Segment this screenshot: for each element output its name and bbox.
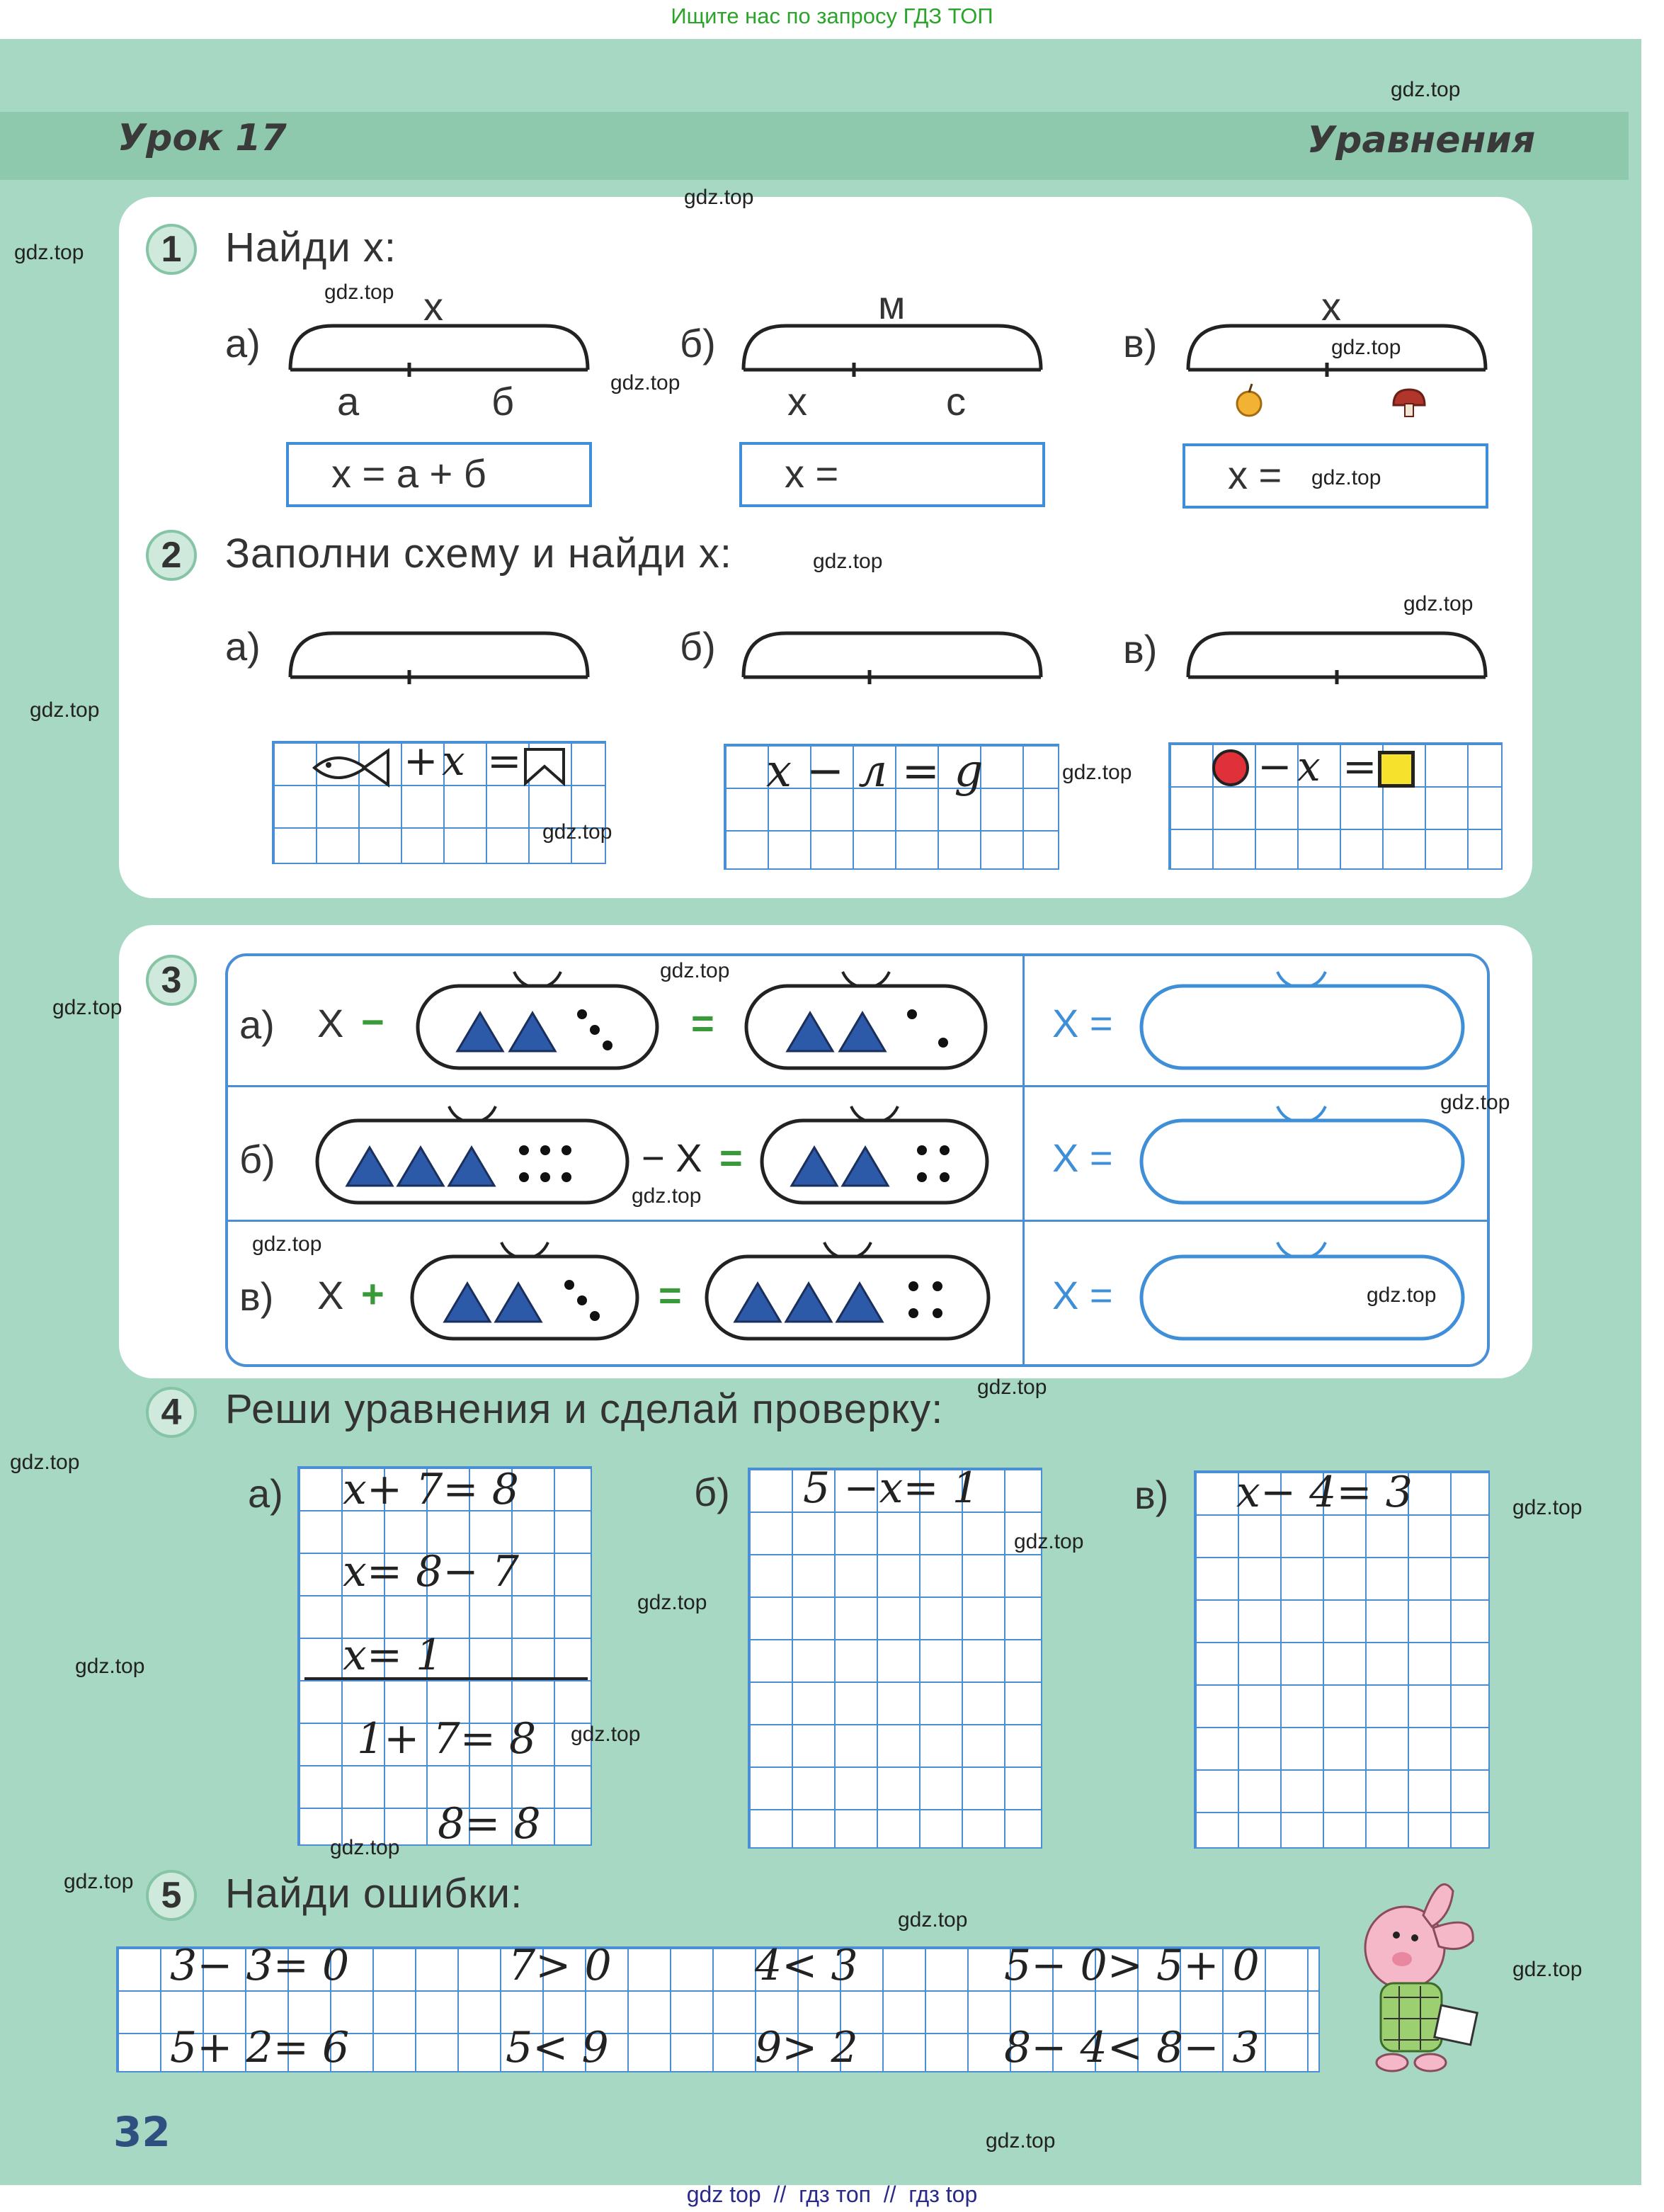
scheme-arc [743,326,1041,370]
dot [917,1172,927,1182]
task-4b-grid[interactable] [748,1468,1042,1849]
dot [519,1145,529,1155]
dot [590,1025,600,1035]
flag-icon [523,747,566,786]
task-3c-op: + [361,1271,384,1316]
task-1a-top: x [423,284,443,329]
watermark: gdz.top [571,1723,641,1746]
watermark: gdz.top [75,1655,145,1678]
task-3b-eq: = [719,1135,743,1180]
row-divider [225,1220,1490,1222]
task-1b-letter: б) [680,321,716,365]
watermark: gdz.top [1391,78,1461,101]
task-2b-scheme [736,612,1048,690]
dot [562,1145,571,1155]
watermark: gdz.top [324,280,394,304]
watermark: gdz.top [1014,1530,1084,1553]
dot [577,1295,587,1305]
task-2c-letter: в) [1123,627,1158,671]
watermark: gdz.top [898,1908,968,1932]
task-1a-right: б [491,379,515,424]
task-4a-line-4: 1+ 7= 8 [357,1714,537,1764]
dot [908,1281,918,1291]
dot [603,1040,612,1050]
top-banner[interactable]: Ищите нас по запросу ГДЗ ТОП [671,4,993,28]
task-2c-x: x [1297,742,1321,790]
dot [519,1172,529,1182]
task-3c-eq: = [659,1273,682,1317]
task-1a-letter: а) [225,321,261,365]
watermark: gdz.top [660,959,730,982]
task-1b-top: м [878,283,906,327]
task-3a-letter: а) [239,1002,275,1047]
task-4a-letter: а) [248,1471,283,1516]
task-3a-op: − [361,999,384,1044]
task-5-row2-item-1: 5+ 2= 6 [170,2023,350,2072]
task-2b-expression: x − л = g [766,745,984,798]
task-1b-right: с [946,379,966,424]
task-5-row1-item-2: 7> 0 [508,1941,612,1990]
task-3a-eq: = [691,1001,714,1045]
dot [908,1308,918,1318]
watermark: gdz.top [1062,761,1132,784]
task-3c-card-1 [409,1237,640,1343]
lesson-title: Урок 17 [118,117,287,159]
watermark: gdz.top [610,371,680,395]
task-2a-eq: = [487,737,522,785]
dot [933,1308,942,1318]
watermark: gdz.top [1403,592,1474,616]
watermark: gdz.top [632,1184,702,1208]
task-1-number: 1 [146,224,197,275]
task-4c-line-1: x− 4= 3 [1236,1468,1413,1517]
task-4-title: Реши уравнения и сделай проверку: [225,1386,944,1432]
watermark: gdz.top [542,820,612,844]
mushroom-icon [1394,390,1425,416]
task-2b-letter: б) [680,624,716,669]
task-2a-letter: а) [225,624,261,669]
watermark: gdz.top [1311,466,1381,489]
task-3a-card-1 [415,966,660,1072]
task-5-row1-item-4: 5− 0> 5+ 0 [1004,1941,1260,1990]
task-5-row2-item-4: 8− 4< 8− 3 [1004,2023,1260,2072]
task-2a-x: x [442,737,465,785]
task-3b-card-1 [314,1101,630,1207]
task-3-number: 3 [146,955,197,1006]
watermark: gdz.top [30,698,100,722]
scheme-arc [743,633,1041,677]
task-3c-lead: X [317,1273,344,1317]
footer-links[interactable]: gdz top // гдз топ // гдз top [686,2182,978,2207]
task-4c-grid[interactable] [1194,1470,1490,1849]
task-2a-scheme [283,612,595,690]
task-4a-line-5: 8= 8 [438,1799,541,1849]
task-3c-card-2 [704,1237,991,1343]
topic-title: Уравнения [1307,119,1536,161]
watermark: gdz.top [10,1451,80,1474]
dot [940,1145,950,1155]
task-3b-result: X = [1052,1135,1113,1180]
task-4a-line-2: x= 8− 7 [343,1547,519,1596]
watermark: gdz.top [252,1232,322,1256]
task-4a-line-3: x= 1 [343,1630,443,1680]
column-divider [1022,956,1025,1364]
task-5-row2-item-3: 9> 2 [755,2023,858,2072]
piglet-mascot-icon [1355,1870,1490,2082]
task-5-row2-item-2: 5< 9 [506,2023,609,2072]
task-2c-minus: − [1258,742,1292,790]
watermark: gdz.top [1367,1283,1437,1307]
task-3b-letter: б) [239,1137,275,1181]
task-2c-scheme [1181,612,1493,690]
page-number: 32 [113,2108,171,2156]
task-4b-line-1: 5 −x= 1 [803,1463,979,1513]
task-5-title: Найди ошибки: [225,1871,523,1917]
watermark: gdz.top [64,1870,134,1893]
fish-icon [309,745,395,790]
watermark: gdz.top [637,1591,707,1614]
task-1a-left: а [337,379,360,424]
task-1a-answer[interactable]: x = а + б [286,442,592,507]
dot [590,1311,600,1321]
task-1-title: Найди x: [225,225,397,271]
task-4c-letter: в) [1134,1473,1169,1517]
apple-icon [1237,384,1261,416]
dot [564,1280,574,1290]
task-4b-letter: б) [694,1470,730,1514]
watermark: gdz.top [1440,1091,1510,1114]
task-3b-answer-card[interactable] [1139,1101,1466,1207]
red-circle-icon [1212,749,1249,786]
dot [577,1009,587,1019]
dot [938,1038,948,1048]
dot [940,1172,950,1182]
task-1b-answer[interactable]: x = [739,442,1045,507]
task-4a-line-1: x+ 7= 8 [343,1465,519,1514]
task-3a-answer-card[interactable] [1139,966,1466,1072]
task-1b-left: x [787,379,807,424]
scheme-arc [290,326,588,370]
yellow-square-icon [1378,751,1415,788]
task-4-number: 4 [146,1387,197,1438]
dot [917,1145,927,1155]
row-divider [225,1085,1490,1087]
task-3a-result: X = [1052,1001,1113,1045]
watermark: gdz.top [1512,1496,1583,1519]
dot [933,1281,942,1291]
watermark: gdz.top [14,241,84,264]
task-5-row1-item-1: 3− 3= 0 [170,1941,350,1990]
task-3b-card-2 [759,1101,990,1207]
task-4a-grid[interactable] [297,1466,592,1846]
dot [907,1009,917,1019]
watermark: gdz.top [684,186,754,209]
watermark: gdz.top [986,2129,1056,2153]
dot [562,1172,571,1182]
task-3a-lead: X [317,1001,344,1045]
task-2-title: Заполни схему и найди x: [225,531,732,577]
watermark: gdz.top [1331,336,1401,359]
task-2-number: 2 [146,530,197,581]
task-1c-top: x [1321,284,1341,329]
task-2c-eq: = [1343,742,1377,790]
watermark: gdz.top [330,1836,400,1859]
task-2a-plus: + [404,737,438,785]
task-3b-op: − X [642,1135,702,1180]
watermark: gdz.top [52,996,122,1019]
dot [540,1172,550,1182]
task-1c-letter: в) [1123,321,1158,365]
task-5-number: 5 [146,1870,197,1921]
watermark: gdz.top [1512,1958,1583,1981]
task-1c-answer[interactable]: x = [1183,443,1488,509]
dot [540,1145,550,1155]
scheme-arc [290,633,588,677]
task-3a-card-2 [743,966,988,1072]
task-3c-result: X = [1052,1273,1113,1317]
watermark: gdz.top [977,1376,1047,1399]
task-3c-letter: в) [239,1274,274,1319]
task-5-row1-item-3: 4< 3 [755,1941,858,1990]
watermark: gdz.top [813,550,883,573]
